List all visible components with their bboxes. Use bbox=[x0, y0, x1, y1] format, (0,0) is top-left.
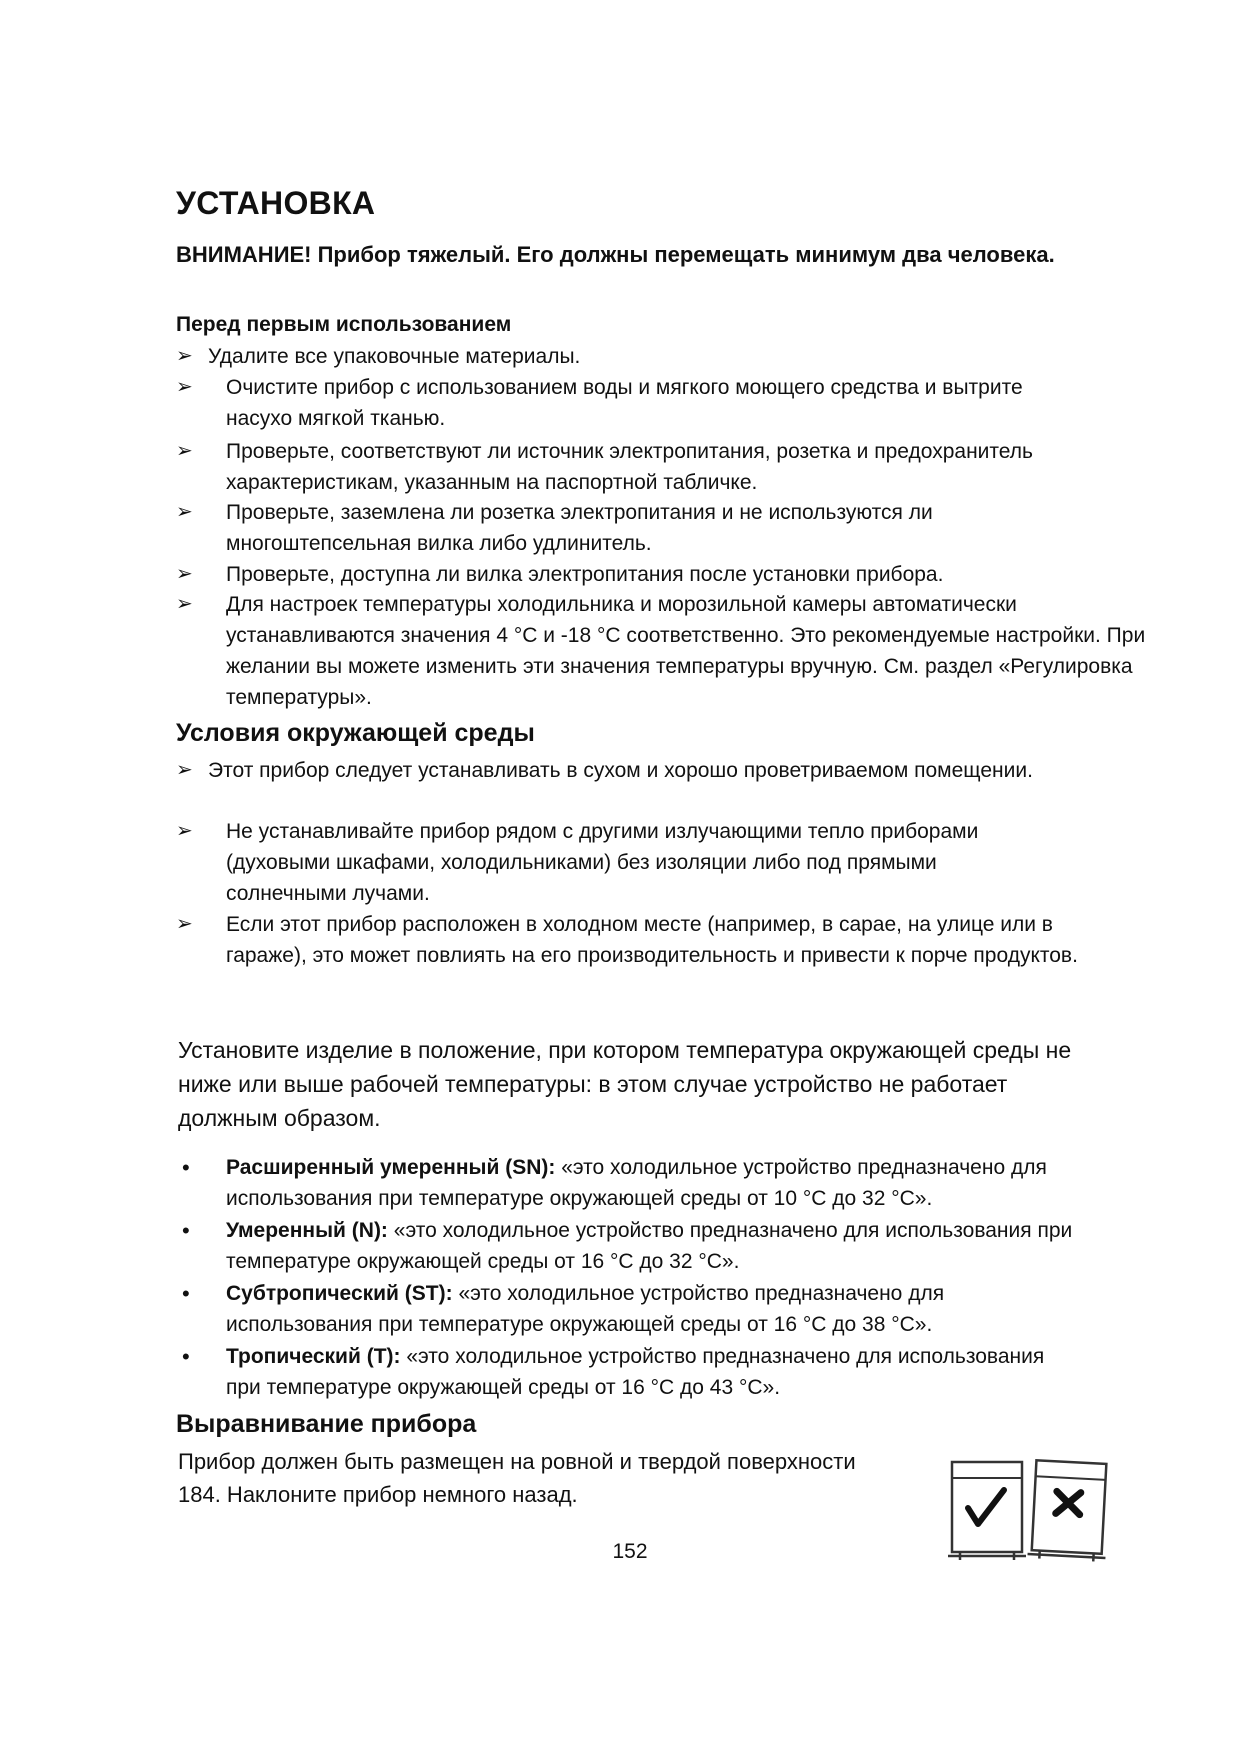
list-item: ➢ Проверьте, доступна ли вилка электропитания после установки прибора. bbox=[176, 559, 1146, 590]
bullet-icon: • bbox=[182, 1155, 190, 1180]
climate-class-item: • Субтропический (ST): «это холодильное устройство предназначено для использования при температуре окружающей среды от 16 °C до 38 °C». bbox=[176, 1278, 1056, 1340]
fridge-level-correct-icon bbox=[948, 1462, 1026, 1560]
arrow-bullet-icon: ➢ bbox=[176, 820, 193, 842]
climate-class-item: • Расширенный умеренный (SN): «это холодильное устройство предназначено для использования при температуре окружающей среды от 10 °C до 32 °C». bbox=[176, 1152, 1096, 1214]
list-item: ➢ Не устанавливайте прибор рядом с другими излучающими тепло приборами (духовыми шкафами, холодильниками) без изоляции либо под прямыми солнечными лучами. bbox=[176, 816, 1056, 909]
warning-text: ВНИМАНИЕ! Прибор тяжелый. Его должны перемещать минимум два человека. bbox=[176, 242, 1055, 267]
list-item: ➢ Удалите все упаковочные материалы. bbox=[176, 341, 1146, 372]
list-item: ➢ Очистите прибор с использованием воды и мягкого моющего средства и вытрите насухо мягкой тканью. bbox=[176, 372, 1056, 434]
bullet-icon: • bbox=[182, 1281, 190, 1306]
leveling-text-line1: Прибор должен быть размещен на ровной и твердой поверхности bbox=[178, 1449, 856, 1474]
list-item: ➢ Этот прибор следует устанавливать в сухом и хорошо проветриваемом помещении. bbox=[176, 755, 1036, 786]
page-number: 152 bbox=[612, 1540, 648, 1563]
leveling-illustration bbox=[948, 1458, 1108, 1568]
bullet-icon: • bbox=[182, 1218, 190, 1243]
climate-class-item: • Тропический (T): «это холодильное устройство предназначено для использования при температуре окружающей среды от 16 °C до 43 °C». bbox=[176, 1341, 1056, 1403]
list-item: ➢ Проверьте, соответствуют ли источник электропитания, розетка и предохранитель характеристикам, указанным на паспортной табличке. bbox=[176, 436, 1076, 498]
fridge-level-incorrect-icon bbox=[1027, 1460, 1108, 1562]
arrow-bullet-icon: ➢ bbox=[176, 759, 193, 781]
page-title: УСТАНОВКА bbox=[176, 185, 376, 221]
arrow-bullet-icon: ➢ bbox=[176, 376, 193, 398]
arrow-bullet-icon: ➢ bbox=[176, 345, 193, 367]
list-item: ➢ Проверьте, заземлена ли розетка электропитания и не используются ли многоштепсельная вилка либо удлинитель. bbox=[176, 497, 1036, 559]
list-item: ➢ Если этот прибор расположен в холодном месте (например, в сарае, на улице или в гараже), это может повлиять на его производительность и привести к порче продуктов. bbox=[176, 909, 1096, 971]
bullet-icon: • bbox=[182, 1344, 190, 1369]
arrow-bullet-icon: ➢ bbox=[176, 563, 193, 585]
arrow-bullet-icon: ➢ bbox=[176, 593, 193, 615]
arrow-bullet-icon: ➢ bbox=[176, 913, 193, 935]
list-item: ➢ Для настроек температуры холодильника и морозильной камеры автоматически устанавливаются значения 4 °C и -18 °C соответственно. Это рекомендуемые настройки. При желании вы можете изменить эти значения температуры вручную. См. раздел «Регулировка температуры». bbox=[176, 589, 1161, 713]
leveling-text-line2: 184. Наклоните прибор немного назад. bbox=[178, 1482, 578, 1507]
environment-heading: Условия окружающей среды bbox=[176, 719, 535, 747]
arrow-bullet-icon: ➢ bbox=[176, 501, 193, 523]
before-use-heading: Перед первым использованием bbox=[176, 313, 512, 336]
climate-class-item: • Умеренный (N): «это холодильное устройство предназначено для использования при температуре окружающей среды от 16 °C до 32 °C». bbox=[176, 1215, 1116, 1277]
arrow-bullet-icon: ➢ bbox=[176, 440, 193, 462]
leveling-heading: Выравнивание прибора bbox=[176, 1410, 477, 1438]
operating-temperature-paragraph: Установите изделие в положение, при котором температура окружающей среды не ниже или выше рабочей температуры: в этом случае устройство не работает должным образом. bbox=[178, 1037, 1072, 1131]
